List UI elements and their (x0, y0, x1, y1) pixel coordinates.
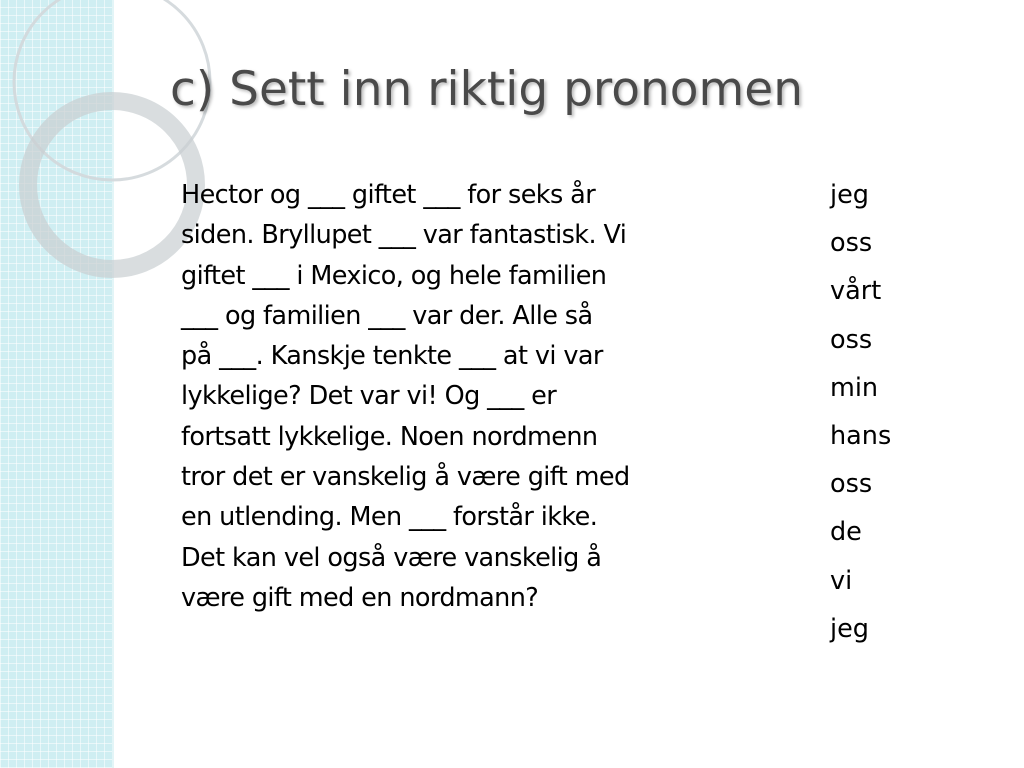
text-line: ___ og familien ___ var der. Alle så (181, 300, 593, 331)
text-line: være gift med en nordmann? (181, 582, 539, 613)
text-line: fortsatt lykkelige. Noen nordmenn (181, 421, 598, 452)
word-list-item: jeg (830, 613, 869, 644)
text-line: lykkelige? Det var vi! Og ___ er (181, 381, 557, 412)
text-line: giftet ___ i Mexico, og hele familien (181, 260, 607, 291)
text-line: tror det er vanskelig å være gift med (181, 462, 630, 493)
text-line: siden. Bryllupet ___ var fantastisk. Vi (181, 220, 627, 251)
word-list-item: oss (830, 324, 873, 355)
text-line: Det kan vel også være vanskelig å (181, 542, 602, 573)
word-list-item: de (830, 517, 862, 548)
text-line: på ___. Kanskje tenkte ___ at vi var (181, 341, 603, 372)
word-list-item: vi (830, 565, 853, 596)
text-line: Hector og ___ giftet ___ for seks år (181, 180, 596, 210)
word-list-item: jeg (830, 180, 869, 210)
word-list-item: oss (830, 469, 873, 500)
word-list-item: oss (830, 228, 873, 259)
word-list-item: min (830, 372, 879, 403)
word-list-item: hans (830, 420, 892, 451)
slide-title: c) Sett inn riktig pronomen (170, 62, 804, 117)
word-list-item: vårt (830, 276, 882, 307)
text-line: en utlending. Men ___ forstår ikke. (181, 502, 598, 533)
decorative-ring-small (28, 101, 196, 269)
pronoun-word-list (830, 175, 891, 657)
exercise-text (181, 175, 804, 618)
